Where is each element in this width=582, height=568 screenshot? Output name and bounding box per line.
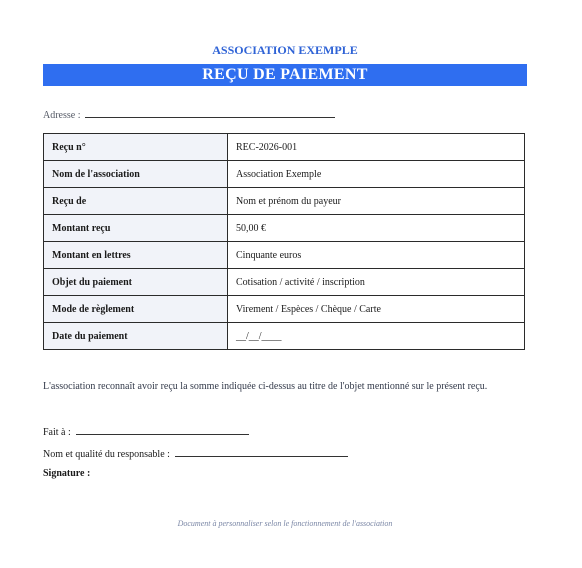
row-value: __/__/____ <box>228 323 525 350</box>
manager-field <box>43 447 348 460</box>
table-row <box>44 242 525 269</box>
table-row <box>44 323 525 350</box>
row-value: Association Exemple <box>228 161 525 188</box>
document-title: REÇU DE PAIEMENT <box>43 64 527 86</box>
manager-blank-line <box>175 447 348 457</box>
row-value: 50,00 € <box>228 215 525 242</box>
row-label: Mode de règlement <box>44 296 228 323</box>
row-value: Cinquante euros <box>228 242 525 269</box>
signature-label: Signature : <box>43 468 91 479</box>
receipt-statement: L'association reconnaît avoir reçu la somme indiquée ci-dessus au titre de l'objet mentionné sur le présent reçu. <box>43 381 488 392</box>
row-value: REC-2026-001 <box>228 134 525 161</box>
table-row <box>44 269 525 296</box>
address-field <box>43 108 335 121</box>
place-blank-line <box>76 425 249 435</box>
address-label: Adresse : <box>43 110 81 121</box>
table-row <box>44 215 525 242</box>
place-label: Fait à : <box>43 427 71 438</box>
table-row <box>44 134 525 161</box>
row-label: Reçu n° <box>44 134 228 161</box>
table-row <box>44 296 525 323</box>
place-field <box>43 425 249 438</box>
manager-label: Nom et qualité du responsable : <box>43 449 170 460</box>
row-label: Objet du paiement <box>44 269 228 296</box>
row-value: Nom et prénom du payeur <box>228 188 525 215</box>
address-blank-line <box>85 108 335 118</box>
row-label: Reçu de <box>44 188 228 215</box>
organization-name: ASSOCIATION EXEMPLE <box>212 43 358 57</box>
row-label: Nom de l'association <box>44 161 228 188</box>
row-label: Montant reçu <box>44 215 228 242</box>
table-row <box>44 188 525 215</box>
row-label: Date du paiement <box>44 323 228 350</box>
row-label: Montant en lettres <box>44 242 228 269</box>
table-row <box>44 161 525 188</box>
row-value: Cotisation / activité / inscription <box>228 269 525 296</box>
row-value: Virement / Espèces / Chèque / Carte <box>228 296 525 323</box>
footer-note: Document à personnaliser selon le fonctionnement de l'association <box>177 519 393 528</box>
receipt-table <box>43 133 525 350</box>
